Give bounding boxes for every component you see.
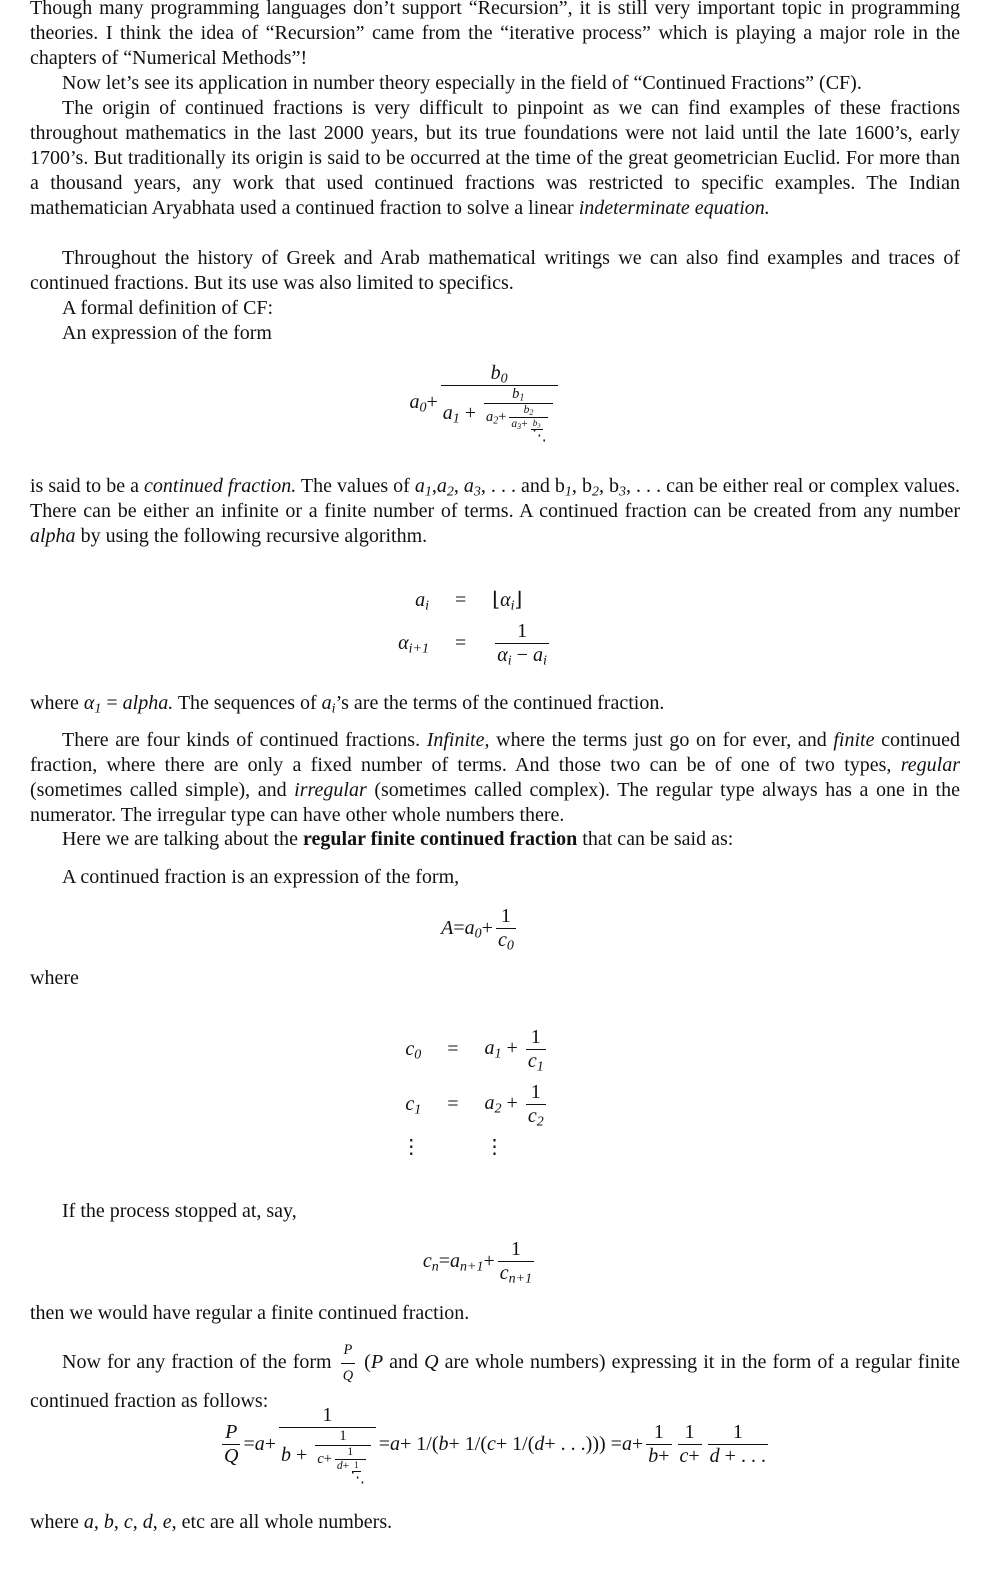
regular-finite-paragraph	[30, 827, 960, 852]
text-segment: where	[30, 1511, 84, 1533]
equation-cell	[390, 585, 437, 616]
subscript: 2	[493, 415, 499, 427]
alpha-definition-paragraph	[30, 691, 960, 716]
text-segment: a	[621, 1432, 632, 1455]
fraction	[526, 1081, 546, 1128]
text-segment: c	[123, 1511, 133, 1533]
text-segment: +	[658, 1444, 670, 1467]
numerator	[678, 1421, 702, 1445]
equation-cell	[393, 1022, 429, 1077]
text-segment: ’s are the terms of the continued fraction.	[335, 692, 665, 714]
text-segment: $c_2$	[527, 1105, 544, 1130]
subscript: 0	[419, 400, 427, 416]
text-segment: $c_n$	[422, 1250, 439, 1275]
equation-row	[393, 1022, 556, 1077]
numerator	[279, 1404, 376, 1428]
subscript: 0	[500, 371, 508, 387]
text-segment: 1	[530, 1026, 541, 1048]
subscript: 2	[446, 484, 454, 500]
cf-origin-paragraph	[30, 96, 960, 221]
finite-result-paragraph	[30, 1301, 960, 1326]
text-segment: =	[447, 1038, 459, 1060]
text-segment: + . . .	[719, 1444, 766, 1467]
text-segment: $a_0$	[464, 917, 482, 942]
denominator	[222, 1445, 240, 1468]
text-segment: c	[679, 1444, 689, 1467]
text-segment: +	[426, 390, 438, 413]
text-segment: Throughout the history of Greek and Arab mathematical writings we can also find examples and traces of continued fractions. But its use was also limited to specifics.	[30, 247, 960, 294]
subscript: 1	[452, 411, 460, 427]
fraction	[495, 620, 549, 667]
text-segment: $a_i$	[321, 692, 336, 717]
fraction	[708, 1421, 768, 1468]
text-segment: ,	[152, 1511, 163, 1533]
text-segment: Here we are talking about the	[62, 828, 304, 850]
numerator	[484, 386, 553, 404]
subscript: 3	[537, 422, 541, 430]
text-segment: $\alpha_i$	[497, 644, 512, 669]
subscript: 3	[473, 484, 481, 500]
text-segment: a	[390, 1432, 400, 1455]
equation-cell	[429, 1132, 476, 1163]
denominator	[646, 1445, 671, 1468]
text-segment: $a_i$	[532, 644, 547, 669]
text-segment: a	[83, 1511, 94, 1533]
denominator	[708, 1445, 768, 1468]
fraction	[678, 1421, 702, 1468]
text-segment: $c_0$	[405, 1038, 422, 1063]
text-segment: $\alpha_{i+1}$	[398, 632, 429, 657]
denominator	[279, 1428, 376, 1485]
text-segment: $\alpha_i$	[500, 589, 515, 614]
subscript: 0	[474, 926, 482, 942]
subscript: 1	[424, 484, 432, 500]
text-segment: $a_{n+1}$	[450, 1250, 484, 1275]
equation-row	[393, 1077, 556, 1132]
denominator	[526, 1105, 546, 1128]
text-segment: 1	[500, 905, 511, 927]
text-segment: alpha	[30, 525, 76, 547]
numerator	[341, 1338, 355, 1364]
text-segment: 1	[354, 1460, 359, 1471]
text-segment: + 1/(	[400, 1432, 439, 1455]
four-kinds-paragraph	[30, 728, 960, 828]
subscript: 0	[506, 938, 514, 954]
text-segment: ⋮	[401, 1136, 422, 1158]
text-segment: 1	[517, 620, 528, 642]
expression-intro	[30, 321, 960, 346]
text-segment: $a_1$	[414, 475, 432, 500]
equation-cell	[437, 616, 484, 671]
subscript: 1	[494, 1046, 502, 1062]
subscript: i	[331, 701, 336, 717]
denominator	[678, 1445, 702, 1468]
subscript: 3	[517, 421, 522, 431]
text-segment: +	[631, 1432, 644, 1455]
formal-definition-heading	[30, 296, 960, 321]
subscript: 1	[564, 484, 572, 500]
fraction	[498, 1238, 534, 1285]
text-segment: P	[225, 1420, 238, 1443]
subscript: 2	[536, 1114, 544, 1130]
text-segment: =	[378, 1432, 390, 1455]
text-segment: 1	[530, 1081, 541, 1103]
text-segment: A continued fraction is an expression of the form,	[62, 866, 460, 888]
history-paragraph	[30, 246, 960, 296]
definition-paragraph	[30, 474, 960, 549]
text-segment: +	[481, 917, 493, 939]
text-segment: $a_3$	[463, 475, 481, 500]
text-segment: (sometimes called complex). The regular type always has a one in the numerator. The irregular type can have other whole numbers there.	[30, 779, 960, 826]
text-segment: c	[487, 1432, 496, 1455]
text-segment: d	[534, 1432, 545, 1455]
equation-cell	[393, 1077, 429, 1132]
text-segment: + . . .))) =	[544, 1432, 622, 1455]
text-segment: 1	[684, 1420, 695, 1443]
equation-cell	[429, 1022, 476, 1077]
text-segment: 1	[339, 1428, 347, 1444]
numerator	[526, 1081, 546, 1105]
text-segment: 1	[653, 1420, 664, 1443]
cf-application-paragraph	[30, 71, 960, 96]
numerator	[509, 404, 547, 418]
text-segment: , b	[598, 475, 619, 497]
text-segment: d	[709, 1444, 720, 1467]
equation-cell	[393, 1132, 429, 1163]
p-over-q-paragraph	[30, 1338, 960, 1414]
text-segment: +	[459, 401, 482, 424]
text-segment: +	[688, 1444, 700, 1467]
text-segment: ⌊	[492, 589, 501, 611]
equation-array	[393, 1022, 556, 1163]
text-segment: 1	[322, 1404, 333, 1426]
text-segment: that can be said as:	[577, 828, 734, 850]
text-segment: ,	[93, 1511, 104, 1533]
subscript: 3	[618, 484, 626, 500]
text-segment: irregular	[294, 779, 367, 801]
text-segment: $\alpha_1$	[83, 692, 102, 717]
numerator	[222, 1421, 240, 1445]
numerator	[315, 1428, 370, 1446]
text-segment: $b_2$	[523, 403, 534, 417]
text-segment: ,	[113, 1511, 124, 1533]
numerator	[498, 1238, 534, 1262]
text-segment: P	[370, 1351, 384, 1374]
text-segment: $b_1$	[512, 386, 525, 404]
text-segment: Infinite,	[426, 729, 490, 751]
text-segment: The sequences of	[173, 692, 322, 714]
text-segment: =	[101, 692, 123, 714]
text-segment: A	[441, 917, 454, 939]
text-segment: +	[291, 1443, 313, 1466]
text-segment: A formal definition of CF:	[62, 297, 274, 319]
fraction	[646, 1421, 671, 1468]
text-segment	[591, 475, 599, 500]
denominator	[526, 1050, 546, 1073]
fraction	[496, 905, 516, 952]
text-segment: +	[498, 408, 507, 425]
subscript: i	[507, 653, 512, 669]
equation-cell	[437, 585, 484, 616]
text-segment: a	[254, 1432, 265, 1455]
denominator	[484, 404, 553, 431]
text-segment: d	[142, 1511, 153, 1533]
text-segment: 1	[732, 1420, 743, 1443]
process-stopped-paragraph	[30, 1199, 960, 1224]
continuation-dots: ⋱	[532, 428, 547, 445]
fraction	[509, 404, 547, 431]
text-segment: =	[243, 1432, 255, 1455]
text-segment: 1	[510, 1238, 521, 1260]
equation-cell	[484, 585, 560, 616]
text-segment: $c_1$	[527, 1050, 544, 1075]
text-segment: indeterminate equation.	[578, 197, 770, 219]
equation-row	[390, 616, 560, 671]
general-continued-fraction-equation	[20, 362, 950, 443]
subscript: 1	[536, 1059, 544, 1075]
text-segment: Though many programming languages don’t support “Recursion”, it is still very important topic in programming theories. I think the idea of “Recursion” came from the “iterative process” which is playing a major role in the chapters of “Numerical Methods”!	[30, 0, 960, 69]
subscript: 2	[529, 407, 534, 417]
subscript: 2	[494, 1101, 502, 1117]
text-segment: $c_1$	[405, 1093, 422, 1118]
text-segment: c	[317, 1450, 324, 1467]
denominator	[341, 1364, 355, 1389]
subscript: 2	[591, 484, 599, 500]
equation-cell	[477, 1132, 557, 1163]
where-label	[30, 966, 960, 991]
text-segment: by using the following recursive algorithm.	[75, 525, 428, 547]
text-segment: ⋮	[484, 1136, 505, 1158]
text-segment: If the process stopped at, say,	[62, 1200, 297, 1222]
text-segment: +	[501, 1037, 523, 1060]
text-segment: b	[438, 1432, 449, 1455]
subscript: i	[510, 598, 515, 614]
fraction	[341, 1338, 355, 1389]
text-segment: =	[455, 632, 467, 654]
denominator	[498, 1262, 534, 1285]
numerator	[646, 1421, 671, 1445]
text-segment: P	[343, 1342, 353, 1358]
text-segment: An expression of the form	[62, 322, 272, 344]
expression-form-paragraph	[30, 865, 960, 890]
equation-row	[393, 1132, 556, 1163]
cn-equation	[15, 1238, 945, 1285]
text-segment: + 1/(	[448, 1432, 487, 1455]
text-segment: =	[453, 917, 465, 939]
subscript: 0	[414, 1047, 422, 1063]
text-segment: where the terms just go on for ever, and	[489, 729, 834, 751]
fraction	[279, 1404, 376, 1485]
denominator	[495, 644, 549, 667]
text-segment: then we would have regular a finite continued fraction.	[30, 1302, 470, 1324]
text-segment: continued fraction.	[144, 475, 297, 497]
subscript: n	[431, 1259, 439, 1275]
subscript: 1	[94, 701, 102, 717]
fraction	[335, 1446, 366, 1473]
text-segment: continued fraction, where there are only a fixed number of terms. And those two can be of one of two types,	[30, 729, 960, 776]
text-segment: $b_3$	[532, 418, 541, 430]
text-segment: b	[648, 1444, 659, 1467]
text-segment: , etc are all whole numbers.	[171, 1511, 393, 1533]
fraction	[441, 362, 558, 443]
text-segment: The origin of continued fractions is very difficult to pinpoint as we can find examples of these fractions throughout mathematics in the last 2000 years, but its true foundations were not laid until the late 1600’s, early 1700’s. But traditionally its origin is said to be occurred at the time of the great geometrician Euclid. For more than a thousand years, any work that used continued fractions was restricted to specific examples. The Indian mathematician Aryabhata used a continued fraction to solve a linear	[30, 97, 960, 219]
text-segment: +	[342, 1459, 350, 1472]
text-segment: are whole numbers) expressing it in the form of a regular finite continued fraction as follows:	[30, 1351, 960, 1412]
text-segment: Q	[342, 1368, 354, 1384]
a-equals-equation	[15, 905, 945, 952]
text-segment: +	[264, 1432, 277, 1455]
text-segment: 1	[347, 1445, 354, 1458]
denominator	[315, 1446, 370, 1473]
text-segment: $a_2$	[484, 1092, 502, 1117]
text-segment: , b	[571, 475, 592, 497]
equation-cell	[429, 1077, 476, 1132]
text-segment: +	[521, 417, 528, 430]
numerator	[441, 362, 558, 386]
equation-row	[390, 585, 560, 616]
text-segment: $c_{n+1}$	[499, 1262, 533, 1287]
text-segment: $a_2$	[486, 408, 499, 427]
equation-cell	[484, 616, 560, 671]
text-segment: =	[438, 1250, 451, 1272]
text-segment: b	[103, 1511, 114, 1533]
text-segment: (sometimes called simple), and	[30, 779, 295, 801]
recursive-algorithm-equations	[10, 585, 940, 671]
equation-cell	[477, 1077, 557, 1132]
numerator	[526, 1026, 546, 1050]
denominator	[441, 386, 558, 443]
text-segment: $a_2$	[436, 475, 454, 500]
fraction	[222, 1421, 240, 1468]
text-segment: There are four kinds of continued fractions.	[62, 729, 427, 751]
text-segment: ,	[132, 1511, 143, 1533]
subscript: 1	[519, 392, 525, 404]
whole-numbers-paragraph	[30, 1510, 960, 1535]
text-segment: +	[323, 1450, 332, 1467]
text-segment: where	[30, 692, 84, 714]
subscript: 1	[414, 1102, 422, 1118]
numerator	[496, 905, 516, 929]
text-segment: Now for any fraction of the form	[62, 1351, 338, 1374]
text-segment: $b_0$	[490, 362, 508, 387]
text-segment: (	[358, 1351, 371, 1374]
c-sequence-equations	[10, 1022, 940, 1163]
fraction	[484, 386, 553, 443]
subscript: i	[542, 653, 547, 669]
numerator	[495, 620, 549, 644]
subscript: i+1	[408, 641, 429, 657]
equation-array	[390, 585, 560, 671]
text-segment: , . . . can be either real or complex values. There can be either an infinite or a finite number of terms. A continued fraction can be created from any number	[30, 475, 961, 522]
text-segment: d	[336, 1459, 343, 1472]
text-segment: The values of	[296, 475, 415, 497]
text-segment: finite	[833, 729, 875, 751]
text-segment: b	[281, 1443, 292, 1466]
text-segment: ,	[431, 475, 437, 497]
text-segment: Q	[424, 1351, 439, 1374]
subscript: n+1	[508, 1271, 533, 1287]
text-segment: $a_1$	[484, 1037, 502, 1062]
equation-cell	[477, 1022, 557, 1077]
text-segment: ,	[453, 475, 464, 497]
text-segment: is said to be a	[30, 475, 145, 497]
text-segment	[618, 475, 626, 500]
text-segment: regular finite continued fraction	[303, 828, 578, 850]
numerator	[708, 1421, 768, 1445]
subscript: n+1	[460, 1259, 484, 1275]
text-segment: =	[455, 589, 467, 611]
continuation-dots: ⋱	[350, 1470, 365, 1487]
text-segment: +	[483, 1250, 495, 1272]
text-segment: + 1/(	[495, 1432, 535, 1455]
text-segment: Q	[224, 1444, 239, 1467]
text-segment: =	[447, 1093, 459, 1115]
text-segment: ⌋	[514, 589, 523, 611]
intro-paragraph	[30, 0, 960, 71]
text-segment: $c_0$	[497, 929, 514, 954]
equation-cell	[390, 616, 437, 671]
subscript: i	[425, 598, 429, 614]
text-segment: $a_1$	[442, 401, 460, 427]
text-segment: e	[162, 1511, 172, 1533]
text-segment: +	[501, 1092, 523, 1115]
text-segment: $a_i$	[415, 589, 429, 614]
p-over-q-expansion-equation	[30, 1404, 960, 1485]
text-segment: where	[30, 967, 79, 989]
text-segment: $a_3$	[511, 417, 522, 431]
text-segment: Now let’s see its application in number theory especially in the field of “Continued Fractions” (CF).	[62, 72, 862, 94]
text-segment: , . . . and b	[480, 475, 565, 497]
text-segment: −	[511, 644, 533, 666]
text-segment: and	[383, 1351, 425, 1374]
fraction	[315, 1428, 370, 1485]
text-segment: $a_0$	[409, 390, 427, 416]
text-segment: alpha.	[122, 692, 174, 714]
text-segment	[564, 475, 572, 500]
numerator	[335, 1446, 366, 1460]
denominator	[496, 929, 516, 952]
fraction	[526, 1026, 546, 1073]
text-segment: regular	[900, 754, 960, 776]
